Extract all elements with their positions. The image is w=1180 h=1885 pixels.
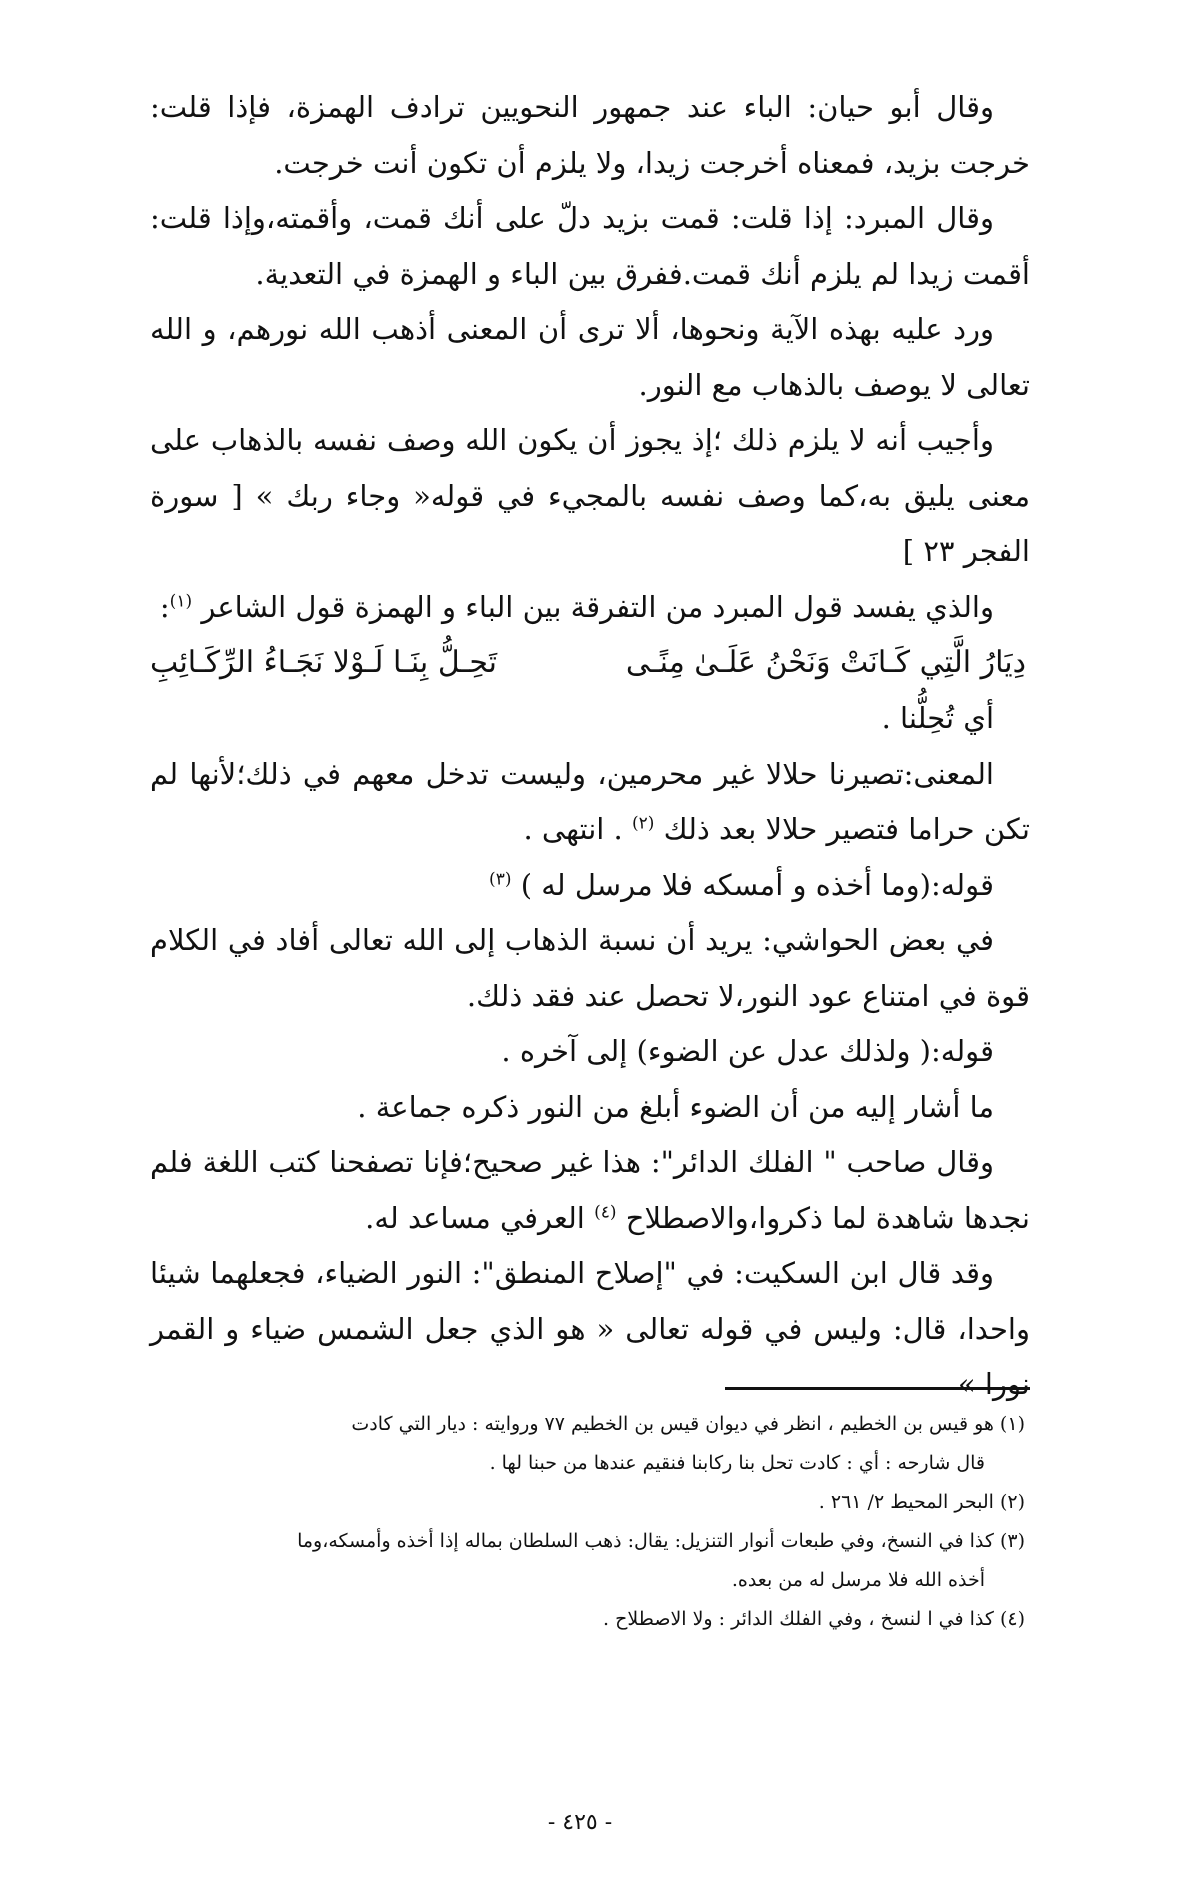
page-number: - ٤٢٥ -	[547, 1810, 613, 1835]
footnote-1-continued	[120, 1444, 1025, 1483]
text-line: وأجيب أنه لا يلزم ذلك ؛إذ يجوز أن يكون الله وصف نفسه بالذهاب على	[150, 423, 994, 457]
paragraph	[150, 747, 1030, 858]
text-line: وقال صاحب " الفلك الدائر": هذا غير صحيح؛فإنا تصفحنا كتب اللغة فلم	[150, 1145, 994, 1179]
text-line: تكن حراما فتصير حلالا بعد ذلك	[663, 812, 1030, 846]
text-line: وقال المبرد: إذا قلت: قمت بزيد دلّ على أنك قمت، وأقمته،وإذا قلت: أقمت	[150, 201, 1030, 291]
text-line: بزيد، فمعناه أخرجت زيدا، ولا يلزم أن تكون أنت خرجت.	[274, 145, 941, 180]
text-line: :	[159, 589, 170, 624]
footnote-2	[120, 1483, 1025, 1522]
paragraph	[150, 1080, 1030, 1136]
footnote-text: (٢) البحر المحيط ٢/ ٢٦١ .	[818, 1491, 1025, 1513]
text-line: وقال أبو حيان: الباء عند جمهور النحويين ترادف الهمزة، فإذا قلت: خرجت	[150, 90, 1030, 180]
text-line: في امتناع عود النور،لا تحصل عند فقد ذلك.	[466, 978, 977, 1013]
paragraph	[150, 1024, 1030, 1080]
text-line: زيدا لم يلزم أنك قمت.ففرق بين الباء و الهمزة في التعدية.	[255, 256, 954, 291]
text-line: أي تُحِلُّنا .	[881, 701, 994, 735]
main-text	[150, 80, 1030, 1413]
footnote-text: (١) هو قيس بن الخطيم ، انظر في ديوان قيس بن الخطيم ٧٧ وروايته : ديار التي كادت	[351, 1413, 1025, 1435]
text-line: وقد قال ابن السكيت: في "إصلاح المنطق": النور الضياء، فجعلهما شيئا	[150, 1256, 994, 1290]
text-line: واحدا، قال: وليس في قوله تعالى « هو الذي جعل الشمس ضياء و القمر نورا »	[150, 1311, 1030, 1401]
paragraph	[150, 913, 1030, 1024]
paragraph	[150, 191, 1030, 302]
footnote-ref: (٢)	[631, 813, 655, 834]
text-line: قوله:( ولذلك عدل عن الضوء) إلى آخره .	[501, 1034, 994, 1068]
paragraph	[150, 80, 1030, 191]
text-line: تعالى لا يوصف بالذهاب مع النور.	[638, 367, 1030, 402]
footnote-ref: (١)	[169, 590, 193, 611]
paragraph	[150, 413, 1030, 580]
text-line: والذي يفسد قول المبرد من التفرقة بين الباء و الهمزة قول الشاعر	[201, 589, 994, 624]
text-line: نجدها شاهدة لما ذكروا،والاصطلاح	[625, 1200, 1030, 1235]
paragraph	[150, 1135, 1030, 1246]
text-line: معنى يليق به،كما وصف نفسه بالمجيء في قوله« وجاء ربك » [ سورة الفجر ٢٣ ]	[150, 478, 1030, 568]
paragraph	[150, 302, 1030, 413]
footnote-4	[120, 1600, 1025, 1639]
text-line: المعنى:تصيرنا حلالا غير محرمين، وليست تدخل معهم في ذلك؛لأنها لم	[150, 756, 994, 791]
paragraph	[150, 858, 1030, 914]
text-line: ورد عليه بهذه الآية ونحوها، ألا ترى أن المعنى أذهب الله نورهم، و الله	[150, 312, 994, 346]
verse-gloss	[150, 691, 1030, 747]
footnote-ref: (٣)	[489, 868, 512, 889]
footnote-text: (٤) كذا في ا لنسخ ، وفي الفلك الدائر : ولا الاصطلاح .	[603, 1608, 1025, 1630]
poetry-verse	[150, 635, 1030, 691]
text-line: قوله:(وما أخذه و أمسكه فلا مرسل له )	[520, 867, 994, 902]
footnote-text: أخذه الله فلا مرسل له من بعده.	[731, 1569, 985, 1591]
footnote-text: قال شارحه : أي : كادت تحل بنا ركابنا فنقيم عندها من حبنا لها .	[489, 1452, 985, 1474]
footnote-text: (٣) كذا في النسخ، وفي طبعات أنوار التنزيل: يقال: ذهب السلطان بماله إذا أخذه وأمسكه،وما	[297, 1530, 1025, 1552]
text-line: ما أشار إليه من أن الضوء أبلغ من النور ذكره جماعة .	[357, 1089, 994, 1124]
footnote-separator	[725, 1387, 1030, 1390]
footnote-3-continued	[120, 1561, 1025, 1600]
footnote-1	[120, 1405, 1025, 1444]
text-line: العرفي مساعد له.	[365, 1200, 585, 1235]
paragraph	[150, 580, 1030, 636]
verse-first-hemistich: دِيَارُ الَّتِي كَـانَتْ وَنَحْنُ عَلَـىٰ مِنًـى	[625, 645, 1026, 680]
footnote-3	[120, 1522, 1025, 1561]
verse-second-hemistich: تَحِـلُّ بِنَـا لَـوْلا نَجَـاءُ الرِّكَـائِبِ	[150, 645, 498, 680]
footnote-ref: (٤)	[594, 1201, 617, 1222]
footnotes	[120, 1405, 1025, 1639]
text-line: في بعض الحواشي: يريد أن نسبة الذهاب إلى الله تعالى أفاد في الكلام قوة	[150, 923, 1030, 1013]
text-line: . انتهى .	[523, 812, 623, 846]
